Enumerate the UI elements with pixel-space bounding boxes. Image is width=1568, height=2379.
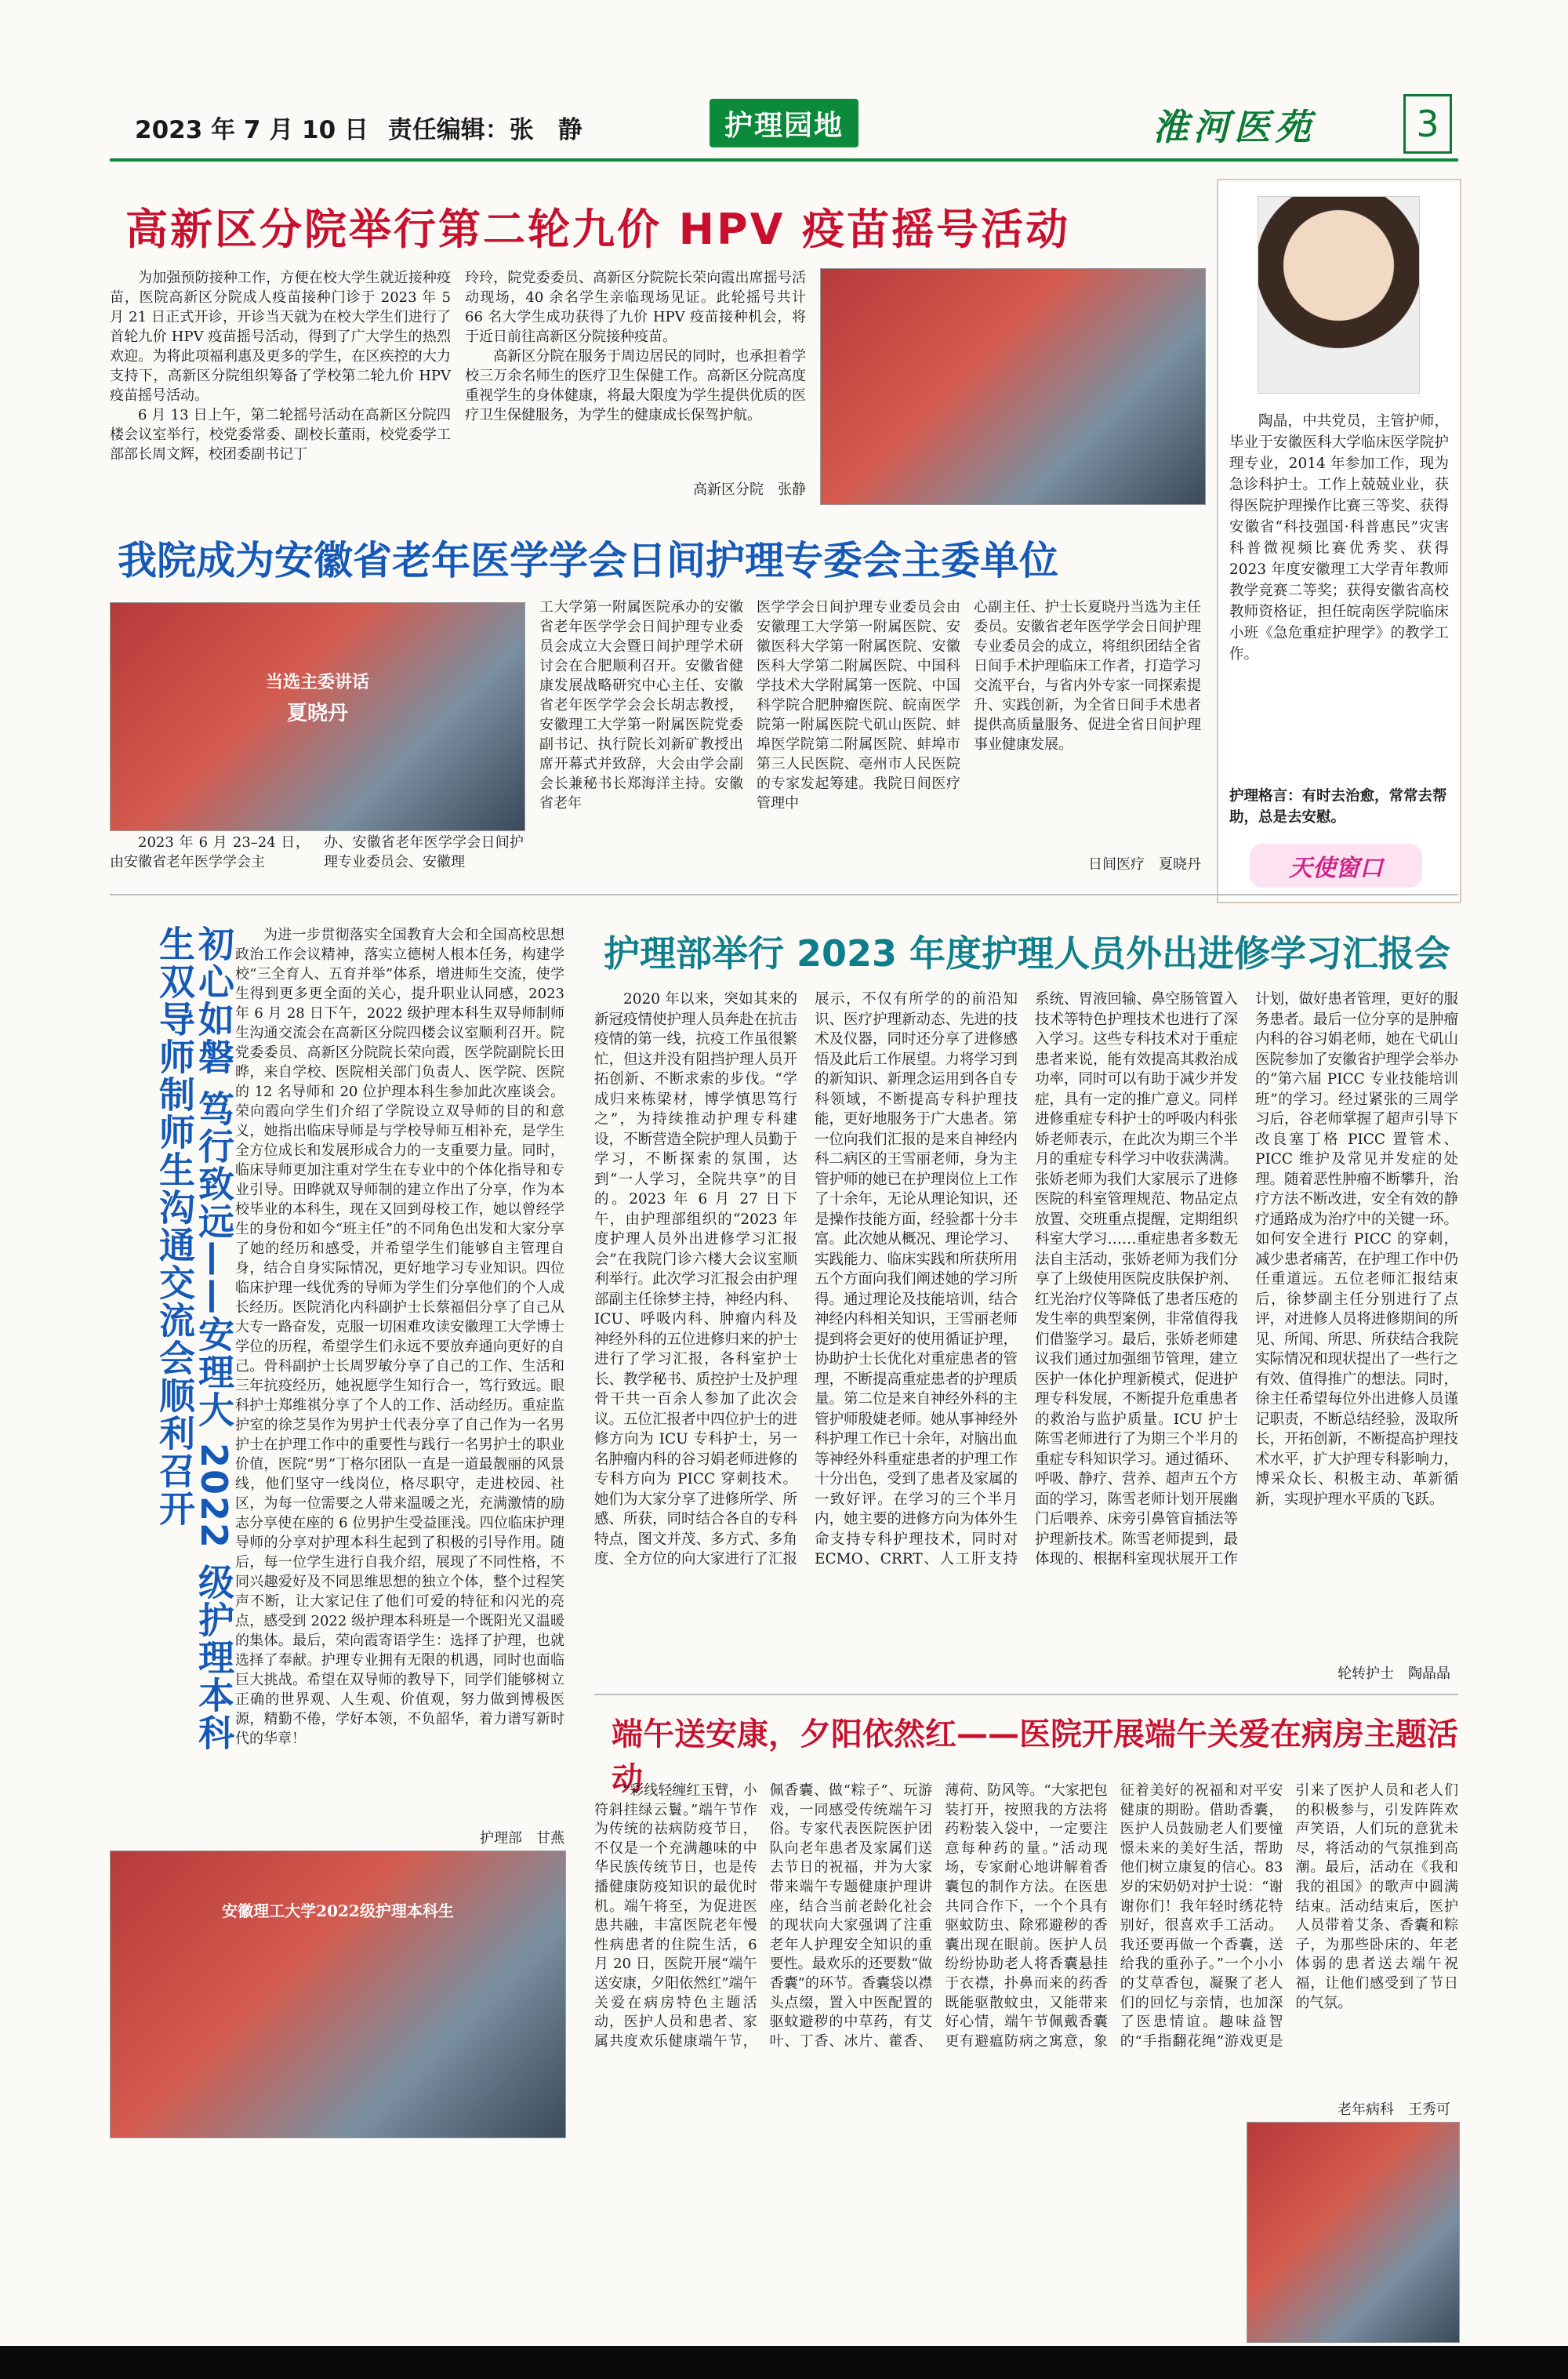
hpv-para-2: 6 月 13 日上午，第二轮摇号活动在高新区分院四楼会议室举行，校党委常委、副校长董雨，校党委学工部部长周文辉，校团委副书记丁 xyxy=(110,407,451,463)
geriatric-col-3 xyxy=(974,597,1201,817)
angel-window-box xyxy=(1217,179,1461,903)
angel-bio xyxy=(1229,411,1449,779)
geriatric-para-1: 工大学第一附属医院承办的安徽省老年医学学会日间护理专业委员会成立大会暨日间护理学术研讨会在合肥顺利召开。安徽省健康发展战略研究中心主任、安徽省老年医学学会会长胡志教授，安徽理工大学第一附属医院党委副书记、执行院长刘新矿教授出席开幕式并致辞，大会由学会副会长兼秘书长郑海洋主持。安徽省老年 xyxy=(539,599,743,812)
geriatric-para-3: 心副主任、护士长夏晓丹当选为主任委员。安徽省老年医学学会日间护理专业委员会的成立，将组织团结全省日间手术护理临床工作者，打造学习交流平台，与省内外专家一同探索提升、实践创新，为全省日间手术患者提供高质量服务、促进全省日间护理事业健康发展。 xyxy=(974,599,1201,753)
lower-divider xyxy=(594,1694,1458,1695)
editor-label: 责任编辑：张 静 xyxy=(387,116,583,144)
geriatric-col-1 xyxy=(539,597,743,874)
paper-name: 淮河医苑 xyxy=(1152,106,1316,148)
section-name-badge: 护理园地 xyxy=(710,99,858,147)
report-headline: 护理部举行 2023 年度护理人员外出进修学习汇报会 xyxy=(604,932,1451,975)
header-date xyxy=(135,110,583,145)
duanwu-headline: 端午送安康，夕阳依然红——医院开展端午关爱在病房主题活动 xyxy=(612,1716,1458,1797)
report-byline: 轮转护士 陶晶晶 xyxy=(1338,1665,1450,1682)
mentor-vertical-headline: 初心如磐 笃行致远——安理大 2022 级护理本科生双导师制师生沟通交流会顺利召开 xyxy=(154,925,235,1752)
mentor-byline: 护理部 甘燕 xyxy=(480,1830,564,1847)
mid-divider xyxy=(110,894,1458,895)
page-number: 3 xyxy=(1403,94,1452,154)
geriatric-photo-name: 夏晓丹 xyxy=(286,702,348,725)
report-body-text: 2020 年以来，突如其来的新冠疫情使护理人员奔赴在抗击疫情的第一线，抗疫工作虽很繁忙，但这并没有阻挡护理人员开拓创新、不断求索的步伐。“学成归来栋梁材，博学慎思笃行之”，为持续推动护理专科建设，不断营造全院护理人员勤于学习，不断探索的氛围，达到“一人学习，全院共享”的目的。2023 年 6 月 27 日下午，由护理部组织的“2023 年度护理人员外出进修学习汇报会”在我院门诊六楼大会议室顺利举行。此次学习汇报会由护理部副主任徐梦主持，神经内科、ICU、呼吸内科、肿瘤内科及神经外科的五位进修归来的护士进行了学习汇报，各科室护士长、教学秘书、质控护士及护理骨干共一百余人参加了此次会议。五位汇报者中四位护士的进修方向为 ICU 专科护士，另一名肿瘤内科的谷习娟老师进修的专科方向为 PICC 穿刺技术。她们为大家分享了进修所学、所感、所获，同时结合各自的专科特点，图文并茂、多方式、多角度、全方位的向大家进行了汇报展示，不仅有所学的的前沿知识、医疗护理新动态、先进的技术及仪器，同时还分享了进修感悟及此后工作展望。力将学习到的新知识、新理念运用到各自专科领域，不断提高专科护理技能，更好地服务于广大患者。第一位向我们汇报的是来自神经内科二病区的王雪丽老师，身为主管护师的她已在护理岗位上工作了十余年，无论从理论知识，还是操作技能方面，经验都十分丰富。此次她从概况、理论学习、实践能力、临床实践和所获所用五个方面向我们阐述她的学习所得。通过理论及技能培训，结合神经内科相关知识，王雪丽老师提到将会更好的使用循证护理，协助护士长优化对重症患者的管理，不断提高重症患者的护理质量。第二位是来自神经外科的主管护师殷婕老师。她从事神经外科护理工作已十余年，对脑出血等神经外科重症患者的护理工作十分出色，受到了患者及家属的一致好评。在学习的三个半月内，她主要的进修方向为体外生命支持专科护理技术，同时对 ECMO、CRRT、人工肝支持系统、胃液回输、鼻空肠管置入技术等特色护理技术也进行了深入学习。这些专科技术对于重症患者来说，能有效提高其救治成功率，同时可以有助于减少并发症，具有一定的推广意义。同样进修重症专科护士的呼吸内科张娇老师表示，在此次为期三个半月的重症专科学习中收获满满。张娇老师为我们大家展示了进修医院的科室管理规范、物品定点放置、交班重点提醒，定期组织科室大学习……重症患者多数无法自主活动，张娇老师为我们分享了上级使用医院皮肤保护剂、红光治疗仪等降低了患者压疮的发生率的典型案例，非常值得我们借鉴学习。最后，张娇老师建议我们通过加强细节管理，建立医护一体化护理新模式，促进护理专科发展，不断提升危重患者的救治与监护质量。ICU 护士陈雪老师进行了为期三个半月的重症专科知识学习。通过循环、呼吸、静疗、营养、超声五个方面的学习，陈雪老师计划开展幽门后喂养、床旁引鼻管盲插法等护理新技术。陈雪老师提到，最体现的、根据科室现状展开工作计划，做好患者管理，更好的服务患者。最后一位分享的是肿瘤内科的谷习娟老师，她在弋矶山医院参加了安徽省护理学会举办的“第六届 PICC 专业技能培训班”的学习。经过紧张的三周学习后，谷老师掌握了超声引导下改良塞丁格 PICC 置管术、PICC 维护及常见并发症的处理。随着恶性肿瘤不断攀升，治疗方法不断改进，安全有效的静疗通路成为治疗中的关键一环。如何安全进行 PICC 的穿刺，减少患者痛苦，在护理工作中仍任重道远。五位老师汇报结束后，徐梦副主任分别进行了点评，对进修人员将进修期间的所见、所闻、所思、所获结合我院实际情况和现状提出了一些行之有效、值得推广的想法。同时，徐主任希望每位外出进修人员谨记职责，不断总结经验，汲取所长，开拓创新，不断提高护理技术水平，扩大护理专科影响力，博采众长、积极主动、革新循新，实现护理水平质的飞跃。 xyxy=(594,991,1458,1567)
mentor-body-text: 为进一步贯彻落实全国教育大会和全国高校思想政治工作会议精神，落实立德树人根本任务，构建学校“三全育人、五育并举”体系，增进师生交流，使学生得到更多更全面的关心，提升职业认同感，2023 年 6 月 28 日下午，2022 级护理本科生双导师制师生沟通交流会在高新区分院四楼会议室顺利召开。院党委委员、高新区分院院长荣向霞，医学院副院长田晔，来自学校、医院相关部门负责人、医学院、医院的 12 名导师和 20 位护理本科生参加此次座谈会。荣向霞向学生们介绍了学院设立双导师的目的和意义，她指出临床导师是与学校导师互相补充，是学生全方位成长和发展形成合力的一支重要力量。同时，临床导师更加注重对学生在专业中的个体化指导和专业引导。田晔就双导师制的建立作出了分享，作为本校毕业的本科生，现在又回到母校工作，她以曾经学生的身份和如今“班主任”的不同角色出发和大家分享了她的经历和感受，并希望学生们能够自主管理自身，结合自身实际情况，更好地学习专业知识。四位临床护理一线优秀的导师为学生们分享他们的个人成长经历。医院消化内科副护士长蔡福侣分享了自己从大专一路奋发，克服一切困难攻读安徽理工大学博士学位的历程，希望学生们永远不要放弃通向更好的自己。骨科副护士长周罗敏分享了自己的工作、生活和三年抗疫经历，她祝愿学生知行合一，笃行致远。眼科护士郑维祺分享了个人的工作、活动经历。重症监护室的徐芝昊作为男护士代表分享了自己作为一名男护士在护理工作中的重要性与践行一名男护士的职业价值，医院“男”丁格尔团队一直是一道最靓丽的风景线，他们坚守一线岗位，格尽职守，走进校园、社区，为每一位需要之人带来温暖之光，充满激情的励志分享使在座的 6 位男护生受益匪浅。四位临床护理导师的分享对护理本科生起到了积极的引导作用。随后，每一位学生进行自我介绍，展现了不同性格，不同兴趣爱好及不同思维思想的独立个体，整个过程笑声不断，让大家记住了他们可爱的特征和闪光的亮点，感受到 2022 级护理本科班是一个既阳光又温暖的集体。最后，荣向霞寄语学生：选择了护理，也就选择了奉献。护理专业拥有无限的机遇，同时也面临巨大挑战。希望在双导师的教导下，同学们能够树立正确的世界观、人生观、价值观，努力做到博极医源，精勤不倦，学好本领，不负韶华，着力谱写新时代的华章！ xyxy=(235,927,564,1747)
hpv-para-4: 高新区分院在服务于周边居民的同时，也承担着学校三万余名师生的医疗卫生保健工作。高新区分院高度重视学生的身体健康，将最大限度为学生提供优质的医疗卫生保健服务，为学生的健康成长保驾护航。 xyxy=(465,348,806,423)
hpv-col-2 xyxy=(465,268,806,470)
issue-date: 2023 年 7 月 10 日 xyxy=(135,116,368,144)
geriatric-intro-text-2: 办、安徽省老年医学学会日间护理专业委员会、安徽理 xyxy=(324,834,524,870)
geriatric-event-photo xyxy=(110,602,525,831)
geriatric-para-2: 医学学会日间护理专业委员会由安徽理工大学第一附属医院、安徽医科大学第一附属医院、安徽医科大学第二附属医院、中国科学技术大学附属第一医院、中国科学院合肥肿瘤医院、皖南医学院第一附属医院弋矶山医院、蚌埠医学院第二附属医院、蚌埠市第三人民医院、亳州市人民医院的专家发起筹建。我院日间医疗管理中 xyxy=(757,599,960,812)
geriatric-headline: 我院成为安徽省老年医学学会日间护理专委会主委单位 xyxy=(118,538,1058,583)
duanwu-body xyxy=(594,1782,1458,2095)
mentor-event-photo xyxy=(110,1851,566,2138)
hpv-headline: 高新区分院举行第二轮九价 HPV 疫苗摇号活动 xyxy=(125,205,1071,254)
geriatric-col-2 xyxy=(757,597,960,874)
mentor-photo-caption: 安徽理工大学2022级护理本科生 xyxy=(222,1901,454,1920)
angel-bio-text: 陶晶，中共党员，主管护师，毕业于安徽医科大学临床医学院护理专业，2014 年参加工作，现为急诊科护士。工作上兢兢业业，获得医院护理操作比赛三等奖、获得安徽省“科技强国·科普惠民”灾害科普微视频比赛优秀奖、获得 2023 年度安徽理工大学青年教师教学竞赛二等奖；获得安徽省高校教师资格证，担任皖南医学院临床小班《急危重症护理学》的教学工作。 xyxy=(1229,413,1449,663)
nurse-portrait xyxy=(1258,196,1420,394)
geriatric-intro-2 xyxy=(324,833,524,874)
angel-motto: 护理格言：有时去治愈，常常去帮助，总是去安慰。 xyxy=(1229,788,1447,826)
geriatric-byline: 日间医疗 夏晓丹 xyxy=(1088,856,1201,873)
hpv-event-photo xyxy=(820,268,1206,505)
hpv-byline: 高新区分院 张静 xyxy=(693,481,806,498)
footer-bar xyxy=(0,2346,1568,2379)
report-body xyxy=(594,990,1458,1656)
duanwu-byline: 老年病科 王秀可 xyxy=(1338,2101,1450,2118)
angel-window-badge: 天使窗口 xyxy=(1250,844,1422,888)
header-rule xyxy=(110,158,1458,162)
hpv-para-3: 玲玲，院党委委员、高新区分院院长荣向霞出席摇号活动现场，40 余名学生亲临现场见证。此轮摇号共计 66 名大学生成功获得了九价 HPV 疫苗接种机会，将于近日前往高新区分院接种疫苗。 xyxy=(465,270,806,345)
geriatric-intro xyxy=(110,833,310,874)
geriatric-intro-text: 2023 年 6 月 23–24 日，由安徽省老年医学学会主 xyxy=(110,834,310,870)
mentor-body xyxy=(235,925,564,1824)
duanwu-event-photo xyxy=(1247,2122,1460,2343)
geriatric-photo-caption: 当选主委讲话 xyxy=(265,672,369,692)
duanwu-body-text: “彩线轻缠红玉臂，小符斜挂绿云鬟。”端午节作为传统的祛病防疫节日，不仅是一个充满趣味的中华民族传统节日，也是传播健康防疫知识的最优时机。端午将至，为促进医患共融，丰富医院老年慢性病患者的住院生活，6 月 20 日，医院开展“端午送安康，夕阳依然红”端午关爱在病房特色主题活动，医护人员和患者、家属共度欢乐健康端午节，佩香囊、做“粽子”、玩游戏，一同感受传统端午习俗。专家代表医院医护团队向老年患者及家属们送去节日的祝福，并为大家带来端午专题健康护理讲座，结合当前老龄化社会的现状向大家强调了注重老年人护理安全知识的重要性。最欢乐的还要数“做香囊”的环节。香囊袋以襟头点缀，置入中医配置的驱蚊避秽的中草药，有艾叶、丁香、冰片、藿香、薄荷、防风等。“大家把包装打开，按照我的方法将药粉装入袋中，一定要注意每种药的量。”活动现场，专家耐心地讲解着香囊包的制作方法。在医患共同合作下，一个个具有驱蚊防虫、除邪避秽的香囊出现在眼前。医护人员纷纷协助老人将香囊悬挂于衣襟，扑鼻而来的药香既能驱散蚊虫，又能带来好心情，端午节佩戴香囊更有避瘟防病之寓意，象征着美好的祝福和对平安健康的期盼。借助香囊，医护人员鼓励老人们要憧憬未来的美好生活，帮助他们树立康复的信心。83 岁的宋奶奶对护士说：“谢谢你们！我年轻时绣花特别好，很喜欢手工活动。我还要再做一个香囊，送给我的重孙子。”一个小小的艾草香包，凝聚了老人们的回忆与亲情，也加深了医患情谊。趣味益智的“手指翻花绳”游戏更是引来了医护人员和老人们的积极参与，引发阵阵欢声笑语，人们玩的意犹未尽，将活动的气氛推到高潮。最后，活动在《我和我的祖国》的歌声中圆满结束。活动结束后，医护人员带着艾条、香囊和粽子，为那些卧床的、年老体弱的患者送去端午祝福，让他们感受到了节日的气氛。 xyxy=(594,1782,1458,2050)
hpv-para-1: 为加强预防接种工作，方便在校大学生就近接种疫苗，医院高新区分院成人疫苗接种门诊于 2023 年 5 月 21 日正式开诊，开诊当天就为在校大学生们进行了首轮九价 HPV 疫苗摇号活动，得到了广大学生的热烈欢迎。为将此项福利惠及更多的学生，在区疾控的大力支持下，高新区分院组织筹备了学校第二轮九价 HPV 疫苗摇号活动。 xyxy=(110,270,451,404)
hpv-col-1 xyxy=(110,268,451,474)
